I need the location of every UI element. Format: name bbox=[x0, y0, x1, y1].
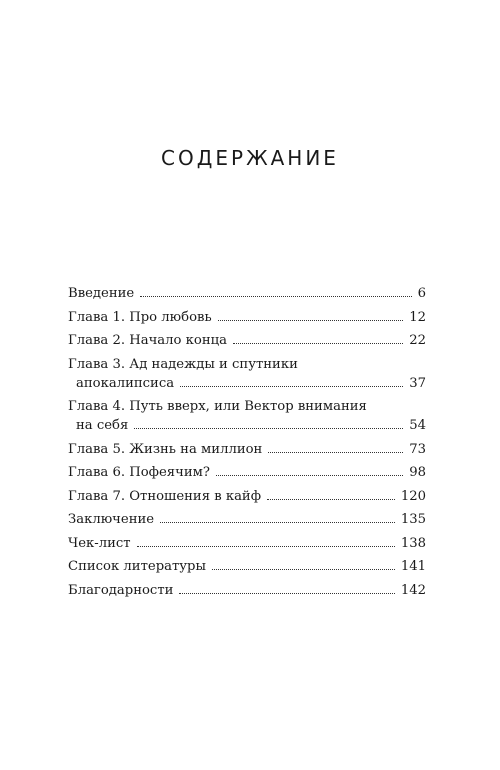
toc-dot-leader bbox=[134, 428, 403, 429]
toc-entry-title: Глава 6. Пофеячим? bbox=[68, 465, 210, 480]
toc-entry-title-line-1: Глава 4. Путь вверх, или Вектор внимания bbox=[68, 399, 367, 414]
toc-dot-leader bbox=[233, 343, 403, 344]
toc-entry-chapter-6[interactable] bbox=[68, 463, 426, 482]
toc-entry-conclusion[interactable] bbox=[68, 510, 426, 529]
toc-entry-chapter-1[interactable] bbox=[68, 308, 426, 327]
toc-entry-page: 54 bbox=[409, 418, 426, 433]
toc-entry-title: Список литературы bbox=[68, 559, 206, 574]
toc-entry-chapter-3[interactable] bbox=[68, 355, 426, 393]
toc-entry-chapter-5[interactable] bbox=[68, 440, 426, 459]
toc-entry-title: Глава 1. Про любовь bbox=[68, 309, 212, 325]
toc-entry-title-line-2: на себя bbox=[76, 418, 129, 433]
toc-entry-page: 141 bbox=[400, 559, 426, 574]
toc-entry-introduction[interactable] bbox=[68, 284, 426, 303]
toc-dot-leader bbox=[212, 569, 395, 570]
toc-dot-leader bbox=[180, 386, 403, 387]
toc-entry-title: Глава 2. Начало конца bbox=[68, 333, 227, 348]
toc-entry-page: 120 bbox=[400, 488, 426, 504]
table-of-contents bbox=[68, 284, 426, 604]
toc-entry-title: Чек-лист bbox=[68, 535, 131, 551]
toc-entry-page: 22 bbox=[409, 333, 426, 348]
toc-dot-leader bbox=[267, 499, 395, 500]
toc-entry-title: Заключение bbox=[68, 512, 155, 527]
toc-dot-leader bbox=[216, 475, 403, 476]
toc-entry-page: 135 bbox=[400, 512, 426, 527]
toc-entry-page: 37 bbox=[409, 375, 426, 391]
toc-entry-chapter-7[interactable] bbox=[68, 487, 426, 506]
toc-dot-leader bbox=[160, 522, 395, 523]
toc-entry-page: 6 bbox=[417, 286, 426, 301]
toc-entry-acknowledgements[interactable] bbox=[68, 581, 426, 600]
toc-dot-leader bbox=[140, 296, 411, 297]
toc-entry-title: Благодарности bbox=[68, 582, 174, 598]
toc-dot-leader bbox=[137, 546, 395, 547]
toc-dot-leader bbox=[179, 593, 394, 594]
toc-entry-chapter-4[interactable] bbox=[68, 397, 426, 435]
toc-entry-page: 138 bbox=[400, 535, 426, 551]
toc-entry-title: Глава 5. Жизнь на миллион bbox=[68, 441, 263, 457]
toc-entry-title: Введение bbox=[68, 286, 135, 301]
toc-entry-page: 142 bbox=[400, 582, 426, 598]
toc-entry-title: Глава 7. Отношения в кайф bbox=[68, 488, 262, 504]
toc-dot-leader bbox=[268, 452, 403, 453]
toc-entry-title-line-1: Глава 3. Ад надежды и спутники bbox=[68, 356, 298, 372]
toc-entry-chapter-2[interactable] bbox=[68, 331, 426, 350]
toc-entry-page: 98 bbox=[409, 465, 426, 480]
toc-entry-page: 12 bbox=[409, 309, 426, 325]
toc-entry-bibliography[interactable] bbox=[68, 557, 426, 576]
toc-entry-title-line-2: апокалипсиса bbox=[76, 375, 175, 391]
page-title: СОДЕРЖАНИЕ bbox=[161, 146, 339, 170]
toc-entry-checklist[interactable] bbox=[68, 534, 426, 553]
toc-entry-page: 73 bbox=[409, 441, 426, 457]
toc-dot-leader bbox=[218, 320, 404, 321]
